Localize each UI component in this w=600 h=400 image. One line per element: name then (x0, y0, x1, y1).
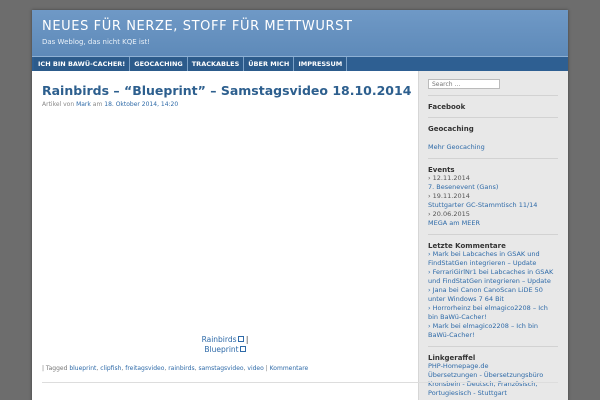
facebook-heading: Facebook (428, 103, 466, 111)
video-link-rainbirds[interactable]: Rainbirds (201, 335, 237, 344)
sidebar-divider (428, 95, 558, 96)
external-link-icon (238, 336, 244, 342)
linkgeraffel-heading: Linkgeraffel (428, 354, 476, 362)
nav-item-ueber-mich[interactable]: ÜBER MICH (244, 57, 294, 71)
comment-item[interactable]: › Horrorheinz bei elmagico2208 – Ich bin BaWü-Cacher! (428, 304, 548, 321)
post-tags: | Tagged blueprint, clipfish, freitagsvideo, rainbirds, samstagsvideo, video | Kommentare (42, 365, 309, 372)
link-item[interactable]: Kronsbein - Deutsch, Französisch, (428, 380, 538, 388)
nav-item-trackables[interactable]: TRACKABLES (188, 57, 245, 71)
sidebar-divider (428, 158, 558, 159)
video-link-blueprint[interactable]: Blueprint (204, 345, 239, 354)
link-list (428, 362, 558, 398)
post-divider (42, 382, 558, 383)
link-item[interactable]: Portugiesisch - Stuttgart (428, 389, 507, 397)
tag-link[interactable]: clipfish (100, 365, 122, 372)
external-link-icon (240, 346, 246, 352)
geocaching-heading: Geocaching (428, 125, 474, 133)
comment-item[interactable]: › Mark bei Labcaches in GSAK und FindStatGen integrieren – Update (428, 250, 540, 267)
link-item[interactable]: PHP-Homepage.de (428, 362, 489, 370)
event-link[interactable]: Stuttgarter GC-Stammtisch 11/14 (428, 201, 538, 209)
comments-link[interactable]: Kommentare (269, 365, 309, 372)
author-link[interactable]: Mark (76, 101, 91, 108)
recent-comments-heading: Letzte Kommentare (428, 242, 506, 250)
event-date: › 20.06.2015 (428, 210, 470, 218)
site-description: Das Weblog, das nicht KQE ist! (42, 38, 151, 46)
nav-item-geocaching[interactable]: GEOCACHING (130, 57, 188, 71)
recent-comments-list (428, 250, 558, 340)
site-header (32, 10, 568, 56)
comment-item[interactable]: › Jana bei Canon CanoScan LiDE 50 unter Windows 7 64 Bit (428, 286, 543, 303)
events-heading: Events (428, 166, 455, 174)
event-link[interactable]: MEGA am MEER (428, 219, 480, 227)
site-title[interactable]: NEUES FÜR NERZE, STOFF FÜR METTWURST (42, 19, 353, 34)
comment-item[interactable]: › FerrariGirlNr1 bei Labcaches in GSAK und FindStatGen integrieren – Update (428, 268, 554, 285)
tags-separator: | (265, 365, 268, 372)
post-meta (42, 101, 178, 108)
event-date: › 12.11.2014 (428, 174, 470, 182)
comment-item[interactable]: › Mark bei elmagico2208 – Ich bin BaWü-Cacher! (428, 322, 539, 339)
sidebar-divider (428, 346, 558, 347)
date-link[interactable]: 18. Oktober 2014, 14:20 (104, 101, 179, 108)
nav-item-bawue-cacher[interactable]: ICH BIN BAWÜ-CACHER! (34, 57, 130, 71)
events-list (428, 174, 558, 228)
tag-link[interactable]: blueprint (69, 365, 97, 372)
main-navigation (32, 56, 568, 71)
meta-mid: am (92, 101, 103, 108)
video-links (32, 335, 418, 355)
event-link[interactable]: 7. Besenevent (Gans) (428, 183, 499, 191)
nav-item-impressum[interactable]: IMPRESSUM (294, 57, 347, 71)
sidebar (418, 71, 568, 400)
meta-prefix: Artikel von (42, 101, 75, 108)
tag-link[interactable]: rainbirds (168, 365, 195, 372)
search-input[interactable] (428, 79, 500, 89)
video-link-separator: | (245, 335, 249, 344)
tag-link[interactable]: video (247, 365, 264, 372)
page-wrapper (32, 10, 568, 400)
link-item[interactable]: Übersetzungen - Übersetzungsbüro (428, 371, 544, 379)
sidebar-divider (428, 234, 558, 235)
tag-link[interactable]: samstagsvideo (198, 365, 244, 372)
geocaching-link[interactable]: Mehr Geocaching (428, 143, 485, 151)
post-title[interactable]: Rainbirds – “Blueprint” – Samstagsvideo 18.10.2014 (42, 83, 412, 98)
tag-link[interactable]: freitagsvideo (125, 365, 165, 372)
tags-prefix: | Tagged (42, 365, 68, 372)
event-date: › 19.11.2014 (428, 192, 470, 200)
sidebar-divider (428, 117, 558, 118)
